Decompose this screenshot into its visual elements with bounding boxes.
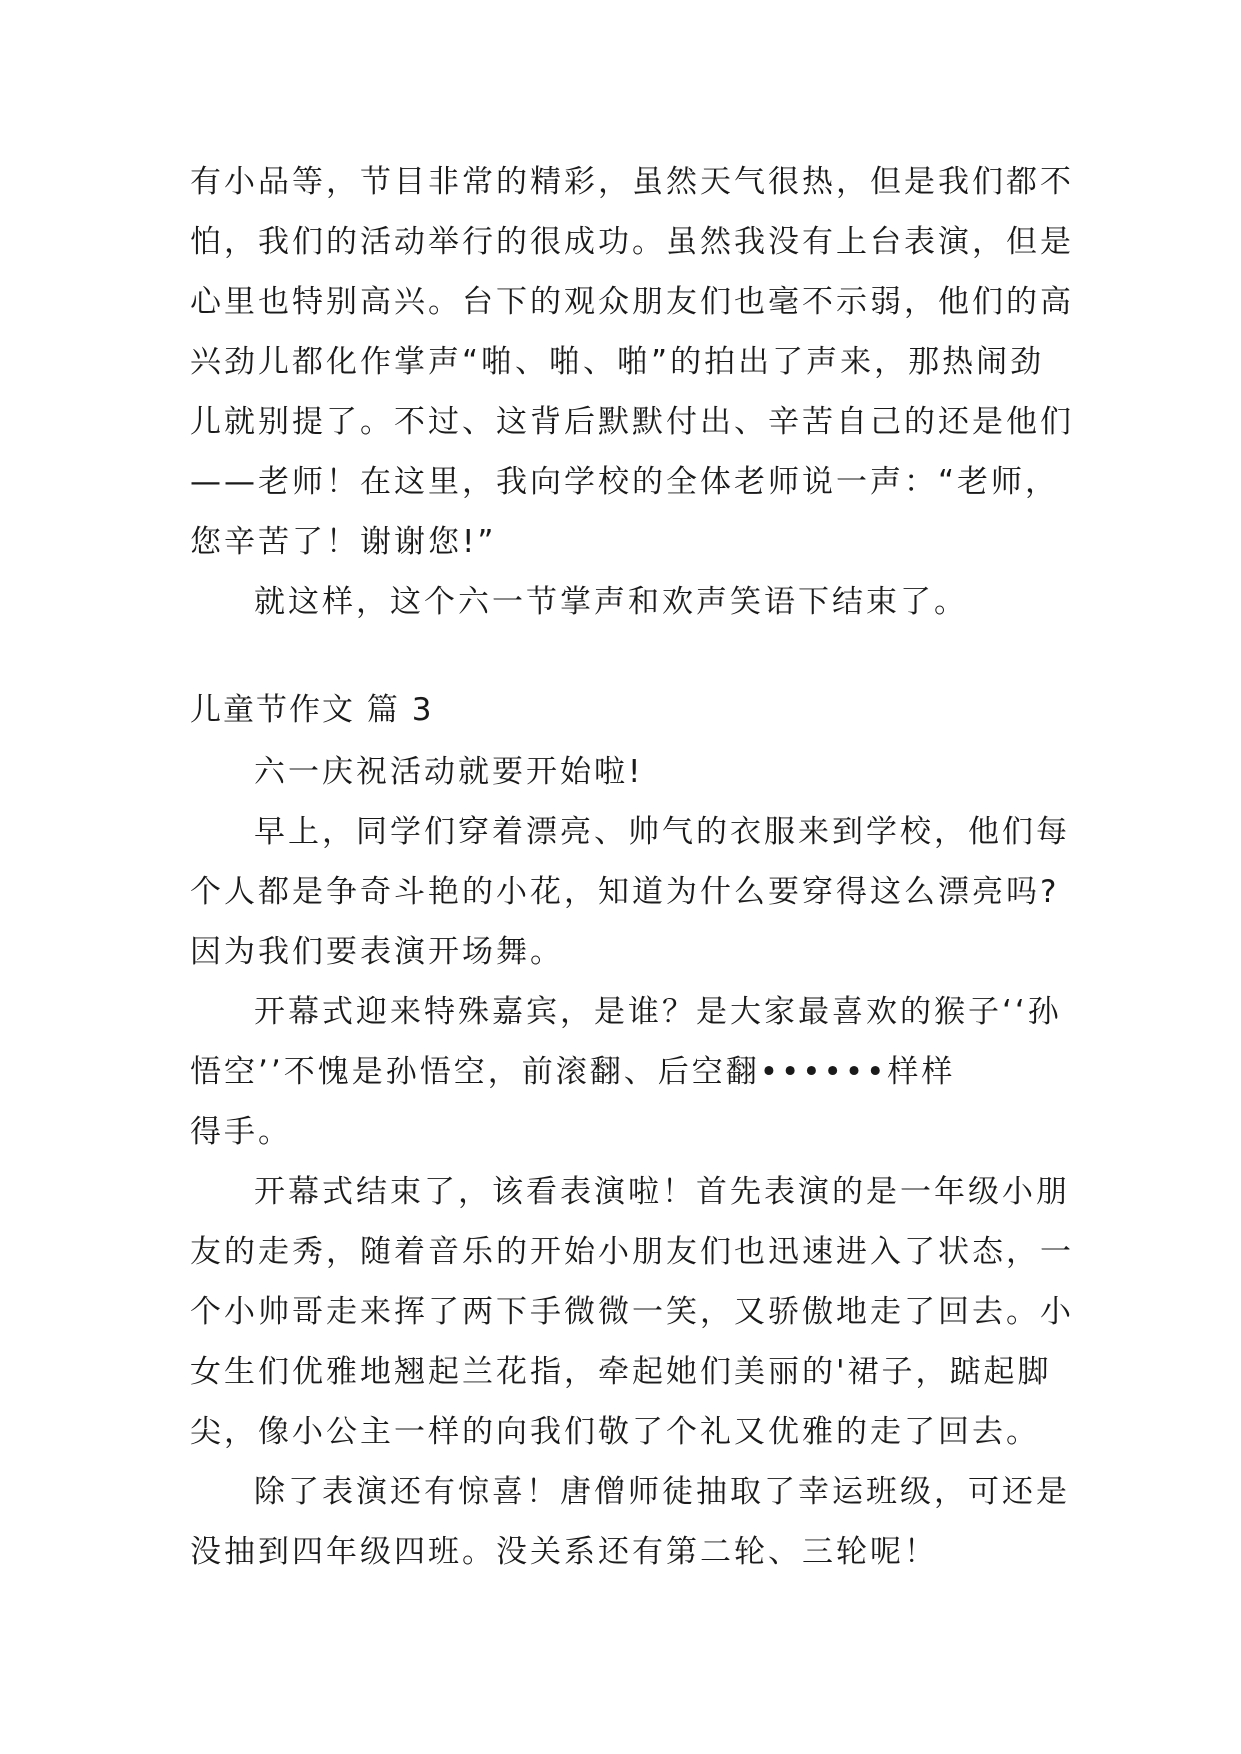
paragraph-line: 怕，我们的活动举行的很成功。虽然我没有上台表演，但是 [190,224,1074,260]
paragraph-line: 没抽到四年级四班。没关系还有第二轮、三轮呢！ [190,1534,938,1570]
paragraph-line: 心里也特别高兴。台下的观众朋友们也毫不示弱，他们的高 [190,284,1074,320]
paragraph-line: 友的走秀，随着音乐的开始小朋友们也迅速进入了状态，一 [190,1234,1074,1270]
paragraph-line: 六一庆祝活动就要开始啦! [254,754,644,790]
paragraph-line: 除了表演还有惊喜！唐僧师徒抽取了幸运班级，可还是 [254,1474,1070,1510]
paragraph-line: 开幕式迎来特殊嘉宾，是谁？是大家最喜欢的猴子‘‘孙 [254,994,1062,1030]
paragraph-line: ——老师！在这里，我向学校的全体老师说一声：“老师， [190,464,1060,500]
paragraph-line: 因为我们要表演开场舞。 [190,934,564,970]
paragraph-line: 女生们优雅地翘起兰花指，牵起她们美丽的'裙子，踮起脚 [190,1354,1052,1390]
paragraph-line: 儿就别提了。不过、这背后默默付出、辛苦自己的还是他们 [190,404,1074,440]
paragraph-line: 悟空’’不愧是孙悟空，前滚翻、后空翻••••••样样 [190,1054,956,1090]
paragraph-line: 就这样，这个六一节掌声和欢声笑语下结束了。 [254,584,968,620]
paragraph-line: 早上，同学们穿着漂亮、帅气的衣服来到学校，他们每 [254,814,1070,850]
paragraph-line: 个小帅哥走来挥了两下手微微一笑，又骄傲地走了回去。小 [190,1294,1074,1330]
paragraph-line: 个人都是争奇斗艳的小花，知道为什么要穿得这么漂亮吗? [190,874,1060,910]
paragraph-line: 您辛苦了！谢谢您!” [190,524,497,560]
paragraph-line: 有小品等，节目非常的精彩，虽然天气很热，但是我们都不 [190,164,1074,200]
paragraph-line: 尖，像小公主一样的向我们敬了个礼又优雅的走了回去。 [190,1414,1040,1450]
paragraph-line: 得手。 [190,1114,292,1150]
paragraph-line: 开幕式结束了，该看表演啦！首先表演的是一年级小朋 [254,1174,1070,1210]
section-heading: 儿童节作文 篇 3 [190,692,434,728]
paragraph-line: 兴劲儿都化作掌声“啪、啪、啪”的拍出了声来，那热闹劲 [190,344,1045,380]
